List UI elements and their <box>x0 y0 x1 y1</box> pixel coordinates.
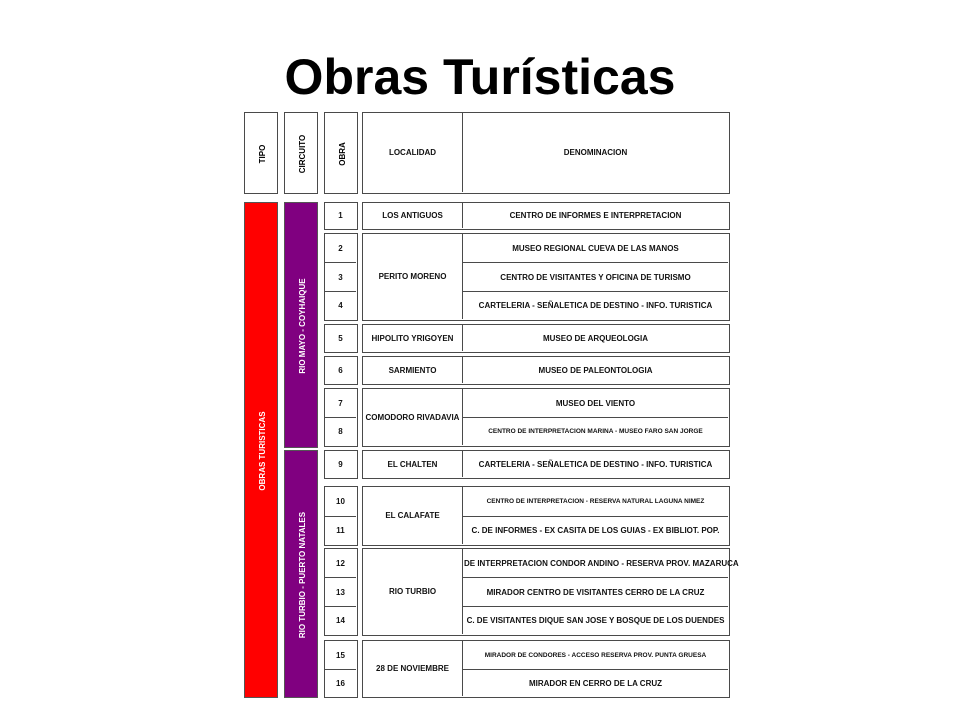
localidad-cell: PERITO MORENO <box>363 234 463 319</box>
localidad-cell: LOS ANTIGUOS <box>363 203 463 228</box>
header-loc-den <box>362 112 730 194</box>
denominacion-cell: CENTRO DE INTERPRETACION MARINA - MUSEO FARO SAN JORGE <box>488 428 703 435</box>
localidad-cell: RIO TURBIO <box>363 549 463 634</box>
obra-number: 10 <box>336 497 345 506</box>
row-group-rio-turbio <box>362 548 739 636</box>
obra-group-9 <box>324 450 358 479</box>
row-group-el-calafate <box>362 486 730 546</box>
circuit-bar-rio-turbio <box>284 450 318 698</box>
obra-group-2-4 <box>324 233 358 321</box>
denominacion-cell: C. DE VISITANTES DIQUE SAN JOSE Y BOSQUE DE LOS DUENDES <box>466 616 725 625</box>
denominacion-cell: CENTRO DE VISITANTES Y OFICINA DE TURISMO <box>500 272 691 282</box>
localidad-cell: SARMIENTO <box>363 357 463 383</box>
tipo-bar-label: OBRAS TURISTICAS <box>257 411 267 491</box>
obra-group-7-8 <box>324 388 358 447</box>
obra-number: 1 <box>338 211 343 220</box>
obra-number: 12 <box>336 558 345 568</box>
header-tipo-label: TIPO <box>257 144 267 164</box>
localidad-cell: COMODORO RIVADAVIA <box>363 389 463 445</box>
row-group-perito-moreno <box>362 233 730 321</box>
obra-number: 7 <box>338 398 343 408</box>
denominacion-cell: CARTELERIA - SEÑALETICA DE DESTINO - INFO. TURISTICA <box>478 459 713 469</box>
obra-number: 13 <box>336 587 345 597</box>
obra-number: 15 <box>336 650 345 660</box>
row-group-hipolito-yrigoyen <box>362 324 730 353</box>
row-group-el-chalten <box>362 450 730 479</box>
obra-number: 9 <box>338 459 343 469</box>
header-tipo <box>244 112 278 194</box>
denominacion-cell: CENTRO DE INTERPRETACION - RESERVA NATURAL LAGUNA NIMEZ <box>486 498 705 505</box>
denominacion-cell: DE INTERPRETACION CONDOR ANDINO - RESERVA PROV. MAZARUCA <box>464 558 739 568</box>
circuit-label-rio-turbio: RIO TURBIO - PUERTO NATALES <box>297 511 307 639</box>
denominacion-cell: MUSEO DEL VIENTO <box>555 398 636 408</box>
obra-number: 6 <box>338 365 343 375</box>
obra-group-12-14 <box>324 548 358 636</box>
obra-number: 8 <box>338 427 343 436</box>
row-group-28-de-noviembre <box>362 640 730 698</box>
obra-group-1 <box>324 202 358 230</box>
localidad-cell: EL CHALTEN <box>363 451 463 477</box>
obra-number: 2 <box>338 243 343 253</box>
tipo-bar <box>244 202 278 698</box>
denominacion-cell: MIRADOR EN CERRO DE LA CRUZ <box>528 678 663 688</box>
obra-group-15-16 <box>324 640 358 698</box>
obra-number: 14 <box>336 616 345 625</box>
obra-number: 4 <box>338 301 343 310</box>
denominacion-cell: C. DE INFORMES - EX CASITA DE LOS GUIAS - EX BIBLIOT. POP. <box>471 526 720 535</box>
denominacion-cell: MIRADOR DE CONDORES - ACCESO RESERVA PROV. PUNTA GRUESA <box>484 651 707 659</box>
header-localidad-label: LOCALIDAD <box>363 113 463 192</box>
localidad-cell: HIPOLITO YRIGOYEN <box>363 325 463 351</box>
obra-number: 5 <box>338 333 343 343</box>
obra-group-5 <box>324 324 358 353</box>
row-group-los-antiguos <box>362 202 730 230</box>
header-circuito <box>284 112 318 194</box>
header-circuito-label: CIRCUITO <box>297 134 307 174</box>
denominacion-cell: MUSEO DE PALEONTOLOGIA <box>538 365 653 375</box>
row-group-comodoro-rivadavia <box>362 388 730 447</box>
obra-group-10-11 <box>324 486 358 546</box>
obra-group-6 <box>324 356 358 385</box>
localidad-cell: 28 DE NOVIEMBRE <box>363 641 463 696</box>
circuit-label-rio-mayo: RIO MAYO - COYHAIQUE <box>297 278 307 374</box>
denominacion-cell: MIRADOR CENTRO DE VISITANTES CERRO DE LA CRUZ <box>486 587 705 597</box>
localidad-cell: EL CALAFATE <box>363 487 463 544</box>
row-group-sarmiento <box>362 356 730 385</box>
obra-number: 11 <box>336 526 345 535</box>
denominacion-cell: CENTRO DE INFORMES E INTERPRETACION <box>509 211 682 220</box>
page-title: Obras Turísticas <box>284 49 676 105</box>
header-denominacion-label: DENOMINACION <box>563 148 628 157</box>
header-obra-label: OBRA <box>337 142 347 166</box>
denominacion-cell: MUSEO DE ARQUEOLOGIA <box>542 333 649 343</box>
obra-number: 16 <box>336 678 345 688</box>
denominacion-cell: MUSEO REGIONAL CUEVA DE LAS MANOS <box>512 243 679 253</box>
obra-number: 3 <box>338 272 343 282</box>
header-obra <box>324 112 358 194</box>
denominacion-cell: CARTELERIA - SEÑALETICA DE DESTINO - INFO. TURISTICA <box>478 301 713 310</box>
circuit-bar-rio-mayo <box>284 202 318 448</box>
